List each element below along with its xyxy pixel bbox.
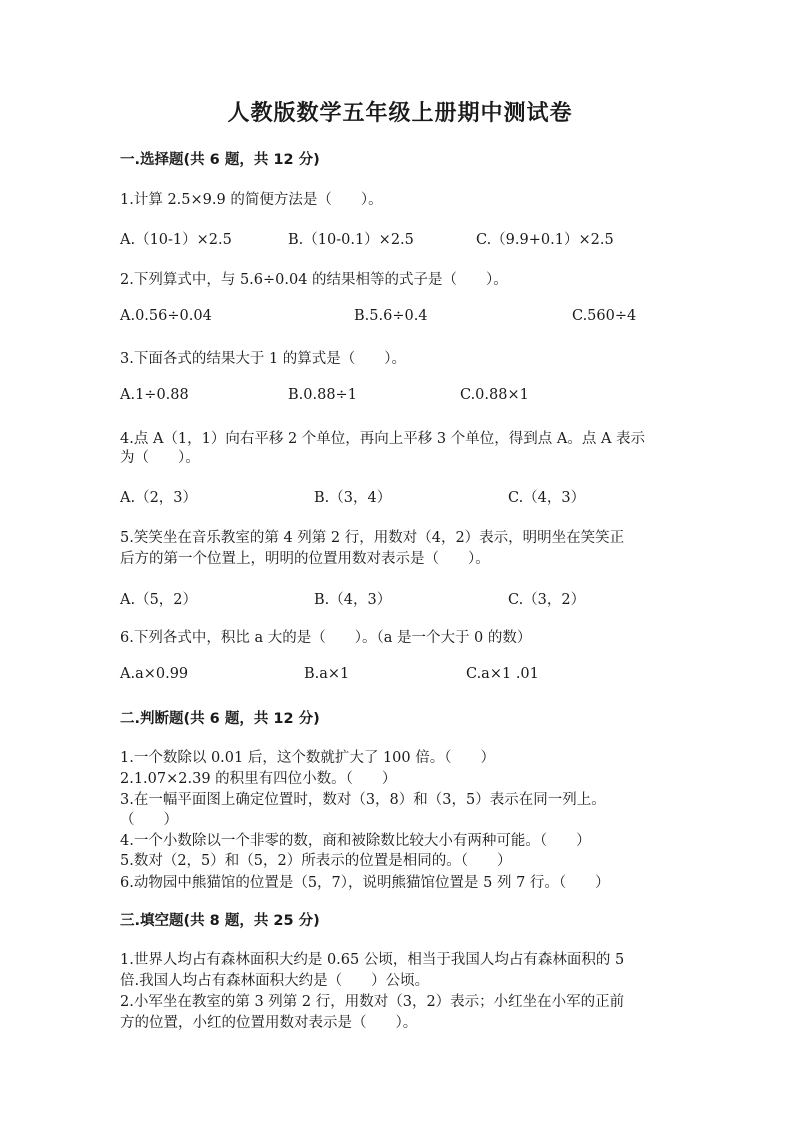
fill-blank-item: 2.小军坐在教室的第 3 列第 2 行，用数对（3，2）表示；小红坐在小军的正前	[120, 994, 625, 1010]
question-stem: 5.笑笑坐在音乐教室的第 4 列第 2 行，用数对（4，2）表示，明明坐在笑笑正	[120, 530, 625, 546]
fill-blank-item: 倍.我国人均占有森林面积大约是（ ）公顷。	[120, 973, 430, 989]
fill-blank-item: 方的位置，小红的位置用数对表示是（ ）。	[120, 1015, 418, 1031]
option-a: A.（5，2）	[120, 592, 198, 608]
question-stem: 后方的第一个位置上，明明的位置用数对表示是（ ）。	[120, 551, 490, 567]
option-b: B.（4，3）	[314, 592, 392, 608]
judgment-item: 1.一个数除以 0.01 后，这个数就扩大了 100 倍。（ ）	[120, 750, 495, 766]
option-a: A.0.56÷0.04	[120, 308, 212, 324]
option-b: B.（3，4）	[314, 490, 392, 506]
section-heading-judgment: 二.判断题(共 6 题，共 12 分)	[120, 711, 320, 727]
option-c: C.（3，2）	[508, 592, 586, 608]
judgment-item: 6.动物园中熊猫馆的位置是（5，7），说明熊猫馆位置是 5 列 7 行。（ ）	[120, 875, 610, 891]
option-c: C.0.88×1	[460, 387, 529, 403]
option-b: B.0.88÷1	[288, 387, 357, 403]
judgment-item: 4.一个小数除以一个非零的数，商和被除数比较大小有两种可能。（ ）	[120, 833, 591, 849]
judgment-item: 5.数对（2，5）和（5，2）所表示的位置是相同的。（ ）	[120, 853, 512, 869]
question-stem: 2.下列算式中，与 5.6÷0.04 的结果相等的式子是（ ）。	[120, 272, 508, 288]
judgment-item: 2.1.07×2.39 的积里有四位小数。（ ）	[120, 771, 397, 787]
option-c: C.（4，3）	[508, 490, 586, 506]
question-stem: 为（ ）。	[120, 450, 200, 466]
exam-title: 人教版数学五年级上册期中测试卷	[227, 101, 573, 126]
option-a: A.（10-1）×2.5	[120, 232, 232, 248]
option-c: C.（9.9+0.1）×2.5	[476, 232, 614, 248]
option-c: C.a×1 .01	[466, 666, 539, 682]
option-b: B.5.6÷0.4	[354, 308, 428, 324]
section-heading-fill-blank: 三.填空题(共 8 题，共 25 分)	[120, 913, 320, 929]
question-stem: 6.下列各式中，积比 a 大的是（ ）。（a 是一个大于 0 的数）	[120, 630, 532, 646]
judgment-item: （ ）	[120, 812, 178, 828]
option-a: A.（2，3）	[120, 490, 198, 506]
section-heading-choice: 一.选择题(共 6 题，共 12 分)	[120, 152, 320, 168]
option-c: C.560÷4	[572, 308, 637, 324]
option-a: A.a×0.99	[120, 666, 189, 682]
question-stem: 4.点 A（1，1）向右平移 2 个单位，再向上平移 3 个单位，得到点 A。点 A 表示	[120, 431, 646, 447]
question-stem: 3.下面各式的结果大于 1 的算式是（ ）。	[120, 351, 407, 367]
option-a: A.1÷0.88	[120, 387, 189, 403]
option-b: B.（10-0.1）×2.5	[288, 232, 414, 248]
fill-blank-item: 1.世界人均占有森林面积大约是 0.65 公顷，相当于我国人均占有森林面积的 5	[120, 952, 625, 968]
question-stem: 1.计算 2.5×9.9 的简便方法是（ ）。	[120, 192, 383, 208]
option-b: B.a×1	[304, 666, 350, 682]
judgment-item: 3.在一幅平面图上确定位置时，数对（3，8）和（3，5）表示在同一列上。	[120, 792, 606, 808]
